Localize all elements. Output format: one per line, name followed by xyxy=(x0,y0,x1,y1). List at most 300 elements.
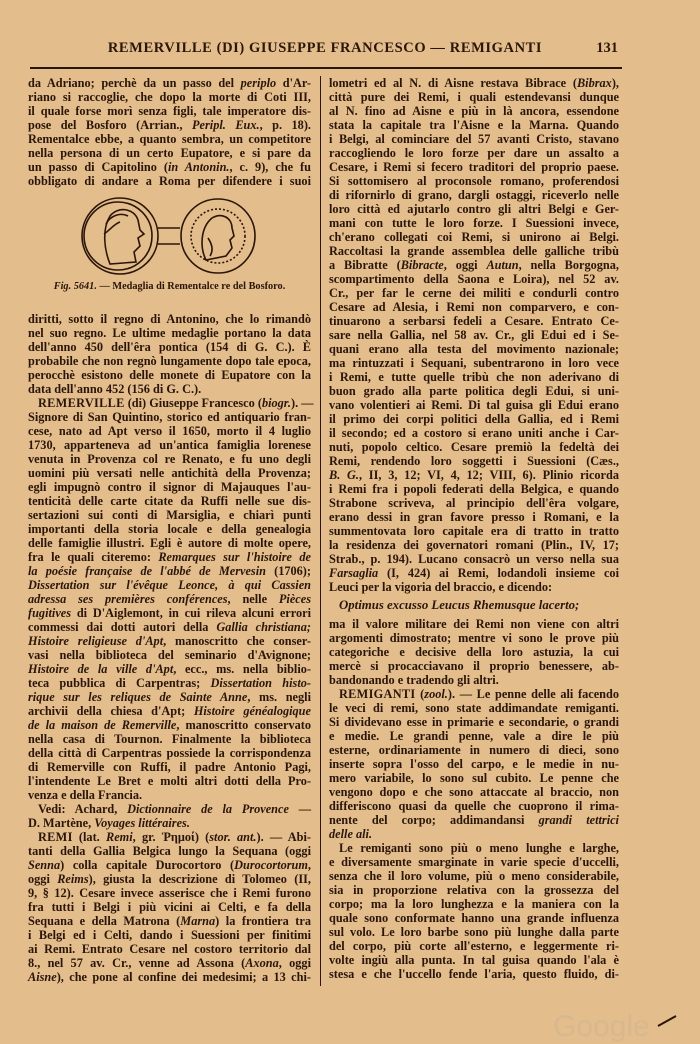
text-line xyxy=(28,914,311,928)
text-line xyxy=(28,174,311,188)
text-line xyxy=(329,925,619,939)
text-segment: esterne, ordinariamente in numero di dieci, sono xyxy=(329,743,619,757)
text-line xyxy=(28,816,311,830)
text-line xyxy=(329,953,619,967)
text-segment: i Remi fra i popoli federati della Belgica, e quando xyxy=(329,482,619,496)
text-line xyxy=(329,841,619,855)
text-line xyxy=(28,480,311,494)
spacer xyxy=(28,298,311,312)
text-line xyxy=(329,580,619,594)
text-segment: delle famiglie illustri. Egli è autore di molte opere, xyxy=(28,536,311,550)
text-segment: uomini più versati nelle antichità della Provenza; xyxy=(28,466,311,480)
text-segment: Vedi: Achard, xyxy=(38,802,128,816)
text-line xyxy=(329,771,619,785)
text-line xyxy=(329,314,619,328)
text-line xyxy=(329,911,619,925)
text-line xyxy=(329,659,619,673)
text-segment: probabile che non regnò lungamente dopo tale epoca, xyxy=(28,354,311,368)
watermark: Google xyxy=(553,1010,650,1043)
text-line xyxy=(28,354,311,368)
italic-text: Senna xyxy=(28,858,61,872)
text-segment: ). — Le penne delle ali facendo xyxy=(447,687,620,701)
text-segment: loro città ed ajutarlo contro gli altri Belgi e Ger- xyxy=(329,202,619,216)
text-segment: del corpo, più corte all'esterno, e leggermente ri- xyxy=(329,939,619,953)
text-line xyxy=(28,942,311,956)
text-line xyxy=(329,869,619,883)
entry-headword: REMI xyxy=(38,830,73,844)
text-line xyxy=(329,538,619,552)
text-segment: il secondo; ed a costoro si erano uniti anche i Car- xyxy=(329,426,619,440)
text-segment: buon grado alla parte politica degli Edui, si uni- xyxy=(329,384,619,398)
text-segment: corpo; ma la loro lunghezza e la maniera con la xyxy=(329,897,619,911)
text-line xyxy=(329,897,619,911)
text-segment: data dell'anno 452 (156 di G. C.). xyxy=(28,382,202,396)
text-segment: ) la frontiera tra xyxy=(215,914,312,928)
text-line xyxy=(329,729,619,743)
text-line xyxy=(329,146,619,160)
italic-text: Dissertation sur l'évêque Leonce, à qui Cassien xyxy=(28,578,311,592)
italic-text: de la maison de Remerville xyxy=(28,718,177,732)
text-segment: i Belgi ed i Celti, dando i Suessioni per finitimi xyxy=(28,928,311,942)
text-segment: mero variabile, lo sono sul cubito. Le penne che xyxy=(329,771,619,785)
text-segment: , oggi xyxy=(443,258,487,272)
column-divider xyxy=(320,76,321,986)
italic-text: adressa ses premières conférences xyxy=(28,592,228,606)
text-segment: vengono dopo e che sono attaccate al braccio, non xyxy=(329,785,619,799)
text-line xyxy=(329,118,619,132)
text-line xyxy=(329,496,619,510)
text-segment: al N. fino ad Aisne e più in là ancora, essendone xyxy=(329,104,619,118)
text-line xyxy=(28,634,311,648)
text-line xyxy=(329,482,619,496)
text-line xyxy=(28,760,311,774)
text-segment: differiscono quasi da quelle che cuoprono il rima- xyxy=(329,799,619,813)
text-line xyxy=(28,648,311,662)
figure-5641 xyxy=(28,192,311,296)
text-segment: , gr. Ῥημοί) ( xyxy=(132,830,210,844)
text-segment: Raccoltasi la grande assemblea delle galliche tribù xyxy=(329,244,619,258)
text-segment: Leuci per la vigoria del braccio, e dicendo: xyxy=(329,580,553,594)
italic-text: Peripl. Eux. xyxy=(192,118,260,132)
text-segment: Sequana e della Matrona ( xyxy=(28,914,181,928)
text-segment: senza che il loro volume, più o meno considerabile, xyxy=(329,869,619,883)
text-segment: Cesare, i Remi si fecero traditori del proprio paese. xyxy=(329,160,619,174)
text-line xyxy=(329,715,619,729)
text-segment: sul volo. Le loro barbe sono più lunghe dalla parte xyxy=(329,925,619,939)
text-line xyxy=(28,368,311,382)
figure-caption-text: — Medaglia di Rementalce re del Bosforo. xyxy=(96,281,286,292)
text-line xyxy=(28,788,311,802)
text-line xyxy=(28,160,311,174)
italic-text: Durocortorum xyxy=(234,858,308,872)
text-line xyxy=(28,438,311,452)
text-line xyxy=(329,370,619,384)
text-line xyxy=(329,687,619,701)
text-segment: perocchè esistono delle monete di Eupatore con la xyxy=(28,368,311,382)
text-segment: Cesare ad Alesia, i Remi non comparvero, e con- xyxy=(329,300,619,314)
italic-text: Dissertation histo- xyxy=(210,676,311,690)
italic-text: Farsaglia xyxy=(329,566,379,580)
text-line xyxy=(329,827,619,841)
text-segment: scompartimento della Saona e Loira), nel 52 av. xyxy=(329,272,619,286)
text-segment: ( xyxy=(415,687,425,701)
text-line xyxy=(329,174,619,188)
text-segment: tanti della Gallia Belgica lungo la Sequana (oggi xyxy=(28,844,311,858)
text-line xyxy=(28,564,311,578)
italic-text: Remarques sur l'histoire de xyxy=(158,550,311,564)
left-column xyxy=(28,76,314,984)
text-segment: raccogliendo le loro forze per dare un assalto a xyxy=(329,146,619,160)
text-segment: quani erano alla testa del movimento nazionale; xyxy=(329,342,619,356)
text-segment: tenticità delle carte citate da Ruffi nelle sue dis- xyxy=(28,494,311,508)
text-segment: vasi nella biblioteca del seminario d'Avignone; xyxy=(28,648,311,662)
italic-text: la poésie française de l'abbé de Mervesin xyxy=(28,564,266,578)
italic-text: Remi xyxy=(106,830,133,844)
header-rule xyxy=(30,67,622,69)
text-line xyxy=(329,617,619,631)
text-line xyxy=(329,566,619,580)
text-segment: Si dividevano esse in primarie e secondarie, o grandi xyxy=(329,715,619,729)
italic-text: Reims xyxy=(57,872,89,886)
text-segment: stesa e che l'uccello fende l'aria, questo fluido, di- xyxy=(329,967,619,981)
text-line xyxy=(329,90,619,104)
text-segment: Signore di San Quintino, storico ed antiquario fran- xyxy=(28,410,311,424)
text-line xyxy=(329,468,619,482)
text-line xyxy=(28,522,311,536)
text-segment: ch'erano collegati coi Remi, si unirono ai Belgi. xyxy=(329,230,619,244)
text-segment: nella casa di Tournon. Finalmente la biblioteca xyxy=(28,732,311,746)
text-line xyxy=(329,300,619,314)
text-segment: i Belgi, al cominciare del 57 avanti Cristo, stavano xyxy=(329,132,619,146)
text-segment: ma rintuzzati i Sequani, subentrarono in loro vece xyxy=(329,356,619,370)
text-segment: pose del Bosforo (Arrian., xyxy=(28,118,193,132)
text-segment: città pure dei Remi, i quali estendevansi dunque xyxy=(329,90,619,104)
italic-text: Optimus excusso Leucus Rhemusque lacerto; xyxy=(339,598,580,612)
text-line xyxy=(329,631,619,645)
text-segment: ma il valore militare dei Remi non viene con altri xyxy=(329,617,619,631)
text-line xyxy=(28,620,311,634)
text-segment: (lat. xyxy=(72,830,106,844)
text-segment: obbligato di andare a Roma per difendere i suoi xyxy=(28,174,311,188)
italic-text: Axona xyxy=(245,956,279,970)
right-column xyxy=(329,76,619,981)
text-segment: ), giusta la descrizione di Tolomeo (II, xyxy=(88,872,311,886)
text-segment: argomenti dimostrato; mentre vi sono le prove più xyxy=(329,631,619,645)
text-segment: lometri ed al N. di Aisne restava Bibrace ( xyxy=(329,76,577,90)
text-line xyxy=(329,883,619,897)
text-line xyxy=(28,494,311,508)
text-segment: di D'Aiglemont, in cui rileva alcuni errori xyxy=(71,606,311,620)
left-text-after-figure xyxy=(28,312,314,984)
text-segment: inserte sopra l'osso del carpo, e le medie in nu- xyxy=(329,757,619,771)
text-segment: fra le quali citeremo: xyxy=(28,550,159,564)
text-segment: 8., nel 57 av. Cr., venne ad Assona ( xyxy=(28,956,246,970)
text-line xyxy=(329,524,619,538)
text-segment: Le remiganti sono più o meno lunghe e larghe, xyxy=(339,841,619,855)
italic-text: Voyages littéraires. xyxy=(94,816,190,830)
text-line xyxy=(28,900,311,914)
running-title: REMERVILLE (DI) GIUSEPPE FRANCESCO — REMIGANTI xyxy=(107,40,543,56)
text-segment: Rementalce ebbe, a quanto sembra, un competitore xyxy=(28,132,311,146)
italic-text: periplo xyxy=(240,76,277,90)
text-segment: riano si raccoglie, che dopo la morte di Coti III, xyxy=(28,90,311,104)
italic-text: B. G. xyxy=(329,468,359,482)
text-line xyxy=(28,676,311,690)
italic-text: rique sur les reliques de Sainte Anne xyxy=(28,690,248,704)
text-line xyxy=(329,286,619,300)
text-segment: fra tutti i Belgi i più vicini ai Celti, e fa della xyxy=(28,900,311,914)
scan-mark-icon xyxy=(656,1014,680,1028)
text-segment: oggi xyxy=(28,872,58,886)
text-segment: summentovata loro capitale era di tratto in tratto xyxy=(329,524,619,538)
text-segment: cese, nato ad Apt verso il 1650, morto il 4 luglio xyxy=(28,424,311,438)
italic-text: Dictionnaire de la Provence xyxy=(127,802,289,816)
text-segment: l'intendente Le Bret e molti altri dotti della Pro- xyxy=(28,774,311,788)
text-line xyxy=(329,552,619,566)
text-segment: Strabone scriveva, al principio dell'êra volgare, xyxy=(329,496,619,510)
italic-text: Pièces xyxy=(278,592,311,606)
figure-label: Fig. 5641. xyxy=(53,281,97,292)
text-segment: nel suo regno. Le ultime medaglie portano la data xyxy=(28,326,311,340)
text-segment: egli impugnò contro il signor di Majauques l'au- xyxy=(28,480,311,494)
text-segment: D. Martène, xyxy=(28,816,95,830)
text-line xyxy=(329,645,619,659)
italic-text: Histoire de la ville d'Apt xyxy=(28,662,174,676)
text-line xyxy=(329,132,619,146)
text-line xyxy=(329,356,619,370)
text-segment: sia in proporzione relativa con la grossezza del xyxy=(329,883,619,897)
text-line xyxy=(28,746,311,760)
text-line xyxy=(28,118,311,132)
text-line xyxy=(28,690,311,704)
text-line xyxy=(329,799,619,813)
italic-text: fugitives xyxy=(28,606,72,620)
coin-medal-illustration xyxy=(80,194,260,278)
italic-text: Marna xyxy=(180,914,216,928)
text-line xyxy=(329,967,619,981)
text-segment: a Bibratte ( xyxy=(329,258,401,272)
text-segment: vano volentieri ai Remi. Di tal guisa gli Edui erano xyxy=(329,398,619,412)
text-line xyxy=(329,785,619,799)
text-segment: il primo dei corpi politici della Gallia, ed i Remi xyxy=(329,412,619,426)
text-segment: nente del corpo; addimandansi xyxy=(329,813,539,827)
text-segment: 1730, apparteneva ad un'antica famiglia lorenese xyxy=(28,438,311,452)
text-segment: venza e della Francia. xyxy=(28,788,143,802)
text-segment: 9, § 12). Cesare invece asserisce che i Remi furono xyxy=(28,886,311,900)
text-segment: (I, 424) ai Remi, lodandoli insieme coi xyxy=(378,566,619,580)
text-segment: , p. 18). xyxy=(259,118,311,132)
text-segment: , ms. negli xyxy=(247,690,311,704)
text-line xyxy=(28,592,311,606)
text-segment: d'Ar- xyxy=(276,76,311,90)
text-line xyxy=(329,160,619,174)
italic-text: biogr. xyxy=(261,396,291,410)
text-line xyxy=(28,732,311,746)
text-line xyxy=(28,536,311,550)
text-segment: categoriche e decisive della loro astuzia, la cui xyxy=(329,645,619,659)
text-segment: la residenza dei governatori romani (Plin., IV, 17; xyxy=(329,538,619,552)
text-segment: , ecc., ms. nella biblio- xyxy=(173,662,311,676)
text-line xyxy=(28,774,311,788)
text-segment: , nelle xyxy=(227,592,279,606)
text-line xyxy=(28,830,311,844)
running-header xyxy=(30,40,620,60)
text-segment: tinuarono a serbarsi fedeli a Cesare. Entrato Ce- xyxy=(329,314,619,328)
text-line xyxy=(329,188,619,202)
text-segment: Strab., p. 194). Lucano consacrò un verso nella sua xyxy=(329,552,619,566)
text-line xyxy=(329,244,619,258)
text-segment: quale sono conformate hanno una grande influenza xyxy=(329,911,619,925)
entry-headword: REMIGANTI xyxy=(339,687,416,701)
text-segment: importanti della storia locale e della genealogia xyxy=(28,522,311,536)
text-line xyxy=(329,440,619,454)
page-number: 131 xyxy=(596,40,618,56)
text-line xyxy=(28,802,311,816)
text-line xyxy=(28,508,311,522)
text-segment: teca pubblica di Carpentras; xyxy=(28,676,211,690)
text-segment: un passo di Capitolino ( xyxy=(28,160,168,174)
text-line xyxy=(329,230,619,244)
text-line xyxy=(28,466,311,480)
text-line xyxy=(329,216,619,230)
text-segment: di Remerville con Ruffi, il padre Antonio Pagi, xyxy=(28,760,311,774)
text-segment: le veci di remi, sono state addimandate remiganti. xyxy=(329,701,619,715)
text-line xyxy=(28,382,311,396)
italic-text: grandi tettrici xyxy=(538,813,619,827)
text-line xyxy=(28,340,311,354)
text-line xyxy=(329,104,619,118)
text-line xyxy=(28,578,311,592)
text-line xyxy=(28,76,311,90)
text-segment: Si sottomisero al proconsole romano, proferendosi xyxy=(329,174,619,188)
text-segment: commessi dai dotti autori della xyxy=(28,620,217,634)
text-line xyxy=(329,398,619,412)
text-line xyxy=(329,939,619,953)
text-segment: ), xyxy=(611,76,619,90)
text-segment: sertazioni sui conti di Marsiglia, e chiarì punti xyxy=(28,508,311,522)
text-line xyxy=(28,662,311,676)
text-line xyxy=(329,510,619,524)
text-line xyxy=(28,146,311,160)
text-line xyxy=(28,396,314,410)
text-line xyxy=(329,384,619,398)
italic-text: Gallia christiana; xyxy=(216,620,311,634)
text-line xyxy=(28,858,311,872)
text-segment: volte ingiù alla punta. In tal guisa quando l'ala è xyxy=(329,953,619,967)
text-segment: Remi, rendendo loro soggetti i Suessioni (Cæs., xyxy=(329,454,619,468)
text-line xyxy=(28,326,311,340)
text-line xyxy=(329,258,619,272)
italic-text: Autun xyxy=(486,258,519,272)
text-line xyxy=(329,598,619,612)
italic-text: Bibrax xyxy=(576,76,612,90)
text-line xyxy=(329,813,619,827)
text-segment: nella persona di un certo Eupatore, e si pare da xyxy=(28,146,311,160)
text-segment: , oggi xyxy=(278,956,311,970)
text-line xyxy=(28,312,311,326)
text-segment: — xyxy=(288,802,312,816)
italic-text: Histoire généalogique xyxy=(193,704,311,718)
text-segment: (di) Giuseppe Francesco ( xyxy=(124,396,262,410)
entry-headword: REMERVILLE xyxy=(38,396,125,410)
text-line xyxy=(28,718,311,732)
text-line xyxy=(28,452,311,466)
text-line xyxy=(28,606,311,620)
text-segment: ). — xyxy=(290,396,314,410)
text-line xyxy=(329,76,619,90)
text-segment: , xyxy=(307,858,311,872)
figure-caption xyxy=(28,280,311,294)
text-line xyxy=(28,424,311,438)
text-segment: venuta in Provenza col re Renato, e fu uno degli xyxy=(28,452,311,466)
italic-text: in Antonin. xyxy=(167,160,230,174)
text-line xyxy=(28,886,311,900)
italic-text: Bibracte xyxy=(400,258,444,272)
text-segment: (1706); xyxy=(265,564,311,578)
text-segment: mani con tutte le loro forze. I Suessioni invece, xyxy=(329,216,619,230)
text-segment: diritti, sotto il regno di Antonino, che lo rimandò xyxy=(28,312,311,326)
italic-text: Histoire religieuse d'Apt xyxy=(28,634,164,648)
text-segment: ). — Abi- xyxy=(256,830,312,844)
text-line xyxy=(329,673,619,687)
text-line xyxy=(28,872,311,886)
text-segment: , nella Borgogna, xyxy=(518,258,619,272)
italic-text: stor. ant. xyxy=(209,830,257,844)
text-line xyxy=(28,410,311,424)
text-line xyxy=(28,928,311,942)
text-segment: , manoscritto che conser- xyxy=(163,634,311,648)
text-segment: di rifornirlo di grano, dargli ostaggi, riceverlo nelle xyxy=(329,188,619,202)
text-segment: mercè si procacciavano il proprio benessere, ab- xyxy=(329,659,619,673)
text-segment: nuti, popolo celtico. Cesare premiò la fedeltà dei xyxy=(329,440,619,454)
text-line xyxy=(28,844,311,858)
text-line xyxy=(28,956,311,970)
text-segment: , II, 3, 12; VI, 4, 12; VIII, 6). Plinio ricorda xyxy=(358,468,619,482)
text-line xyxy=(329,202,619,216)
left-text-before-figure xyxy=(28,76,311,188)
text-segment: bandonando e tradendo gli altri. xyxy=(329,673,499,687)
text-line xyxy=(28,104,311,118)
italic-text: zool. xyxy=(424,687,448,701)
text-segment: i Remi, e tutte quelle tribù che non aderivano di xyxy=(329,370,619,384)
text-line xyxy=(329,328,619,342)
text-segment: e medie. Le grandi penne, vale a dire le più xyxy=(329,729,619,743)
text-line xyxy=(329,342,619,356)
text-segment: sare nella Gallia, nel 58 av. Cr., gli Edui ed i Se- xyxy=(329,328,619,342)
text-line xyxy=(28,550,311,564)
text-line xyxy=(329,855,619,869)
text-line xyxy=(329,701,619,715)
text-segment: stata la capitale tra l'Aisne e la Marna. Quando xyxy=(329,118,619,132)
text-segment: della città di Carpentras possiede la corrispondenza xyxy=(28,746,311,760)
text-segment: da Adriano; perchè da un passo del xyxy=(28,76,241,90)
text-segment: Cr., per far le cerne dei militi e condurli contro xyxy=(329,286,619,300)
text-line xyxy=(329,412,619,426)
text-segment: dell'anno 450 dell'êra pontica (154 di G. C.). È xyxy=(28,340,311,354)
text-line xyxy=(28,704,311,718)
text-segment: archivii della chiesa d'Apt; xyxy=(28,704,194,718)
text-line xyxy=(329,426,619,440)
text-segment: il quale forse morì senza figli, tale imperatore dis- xyxy=(28,104,311,118)
text-segment: , c. 9), che fu xyxy=(229,160,311,174)
text-line xyxy=(28,90,311,104)
text-line xyxy=(329,757,619,771)
text-segment: e diversamente smarginate in varie specie d'uccelli, xyxy=(329,855,619,869)
italic-text: delle ali. xyxy=(329,827,373,841)
text-line xyxy=(329,272,619,286)
text-segment: erano dessi in gran favore presso i Romani, e la xyxy=(329,510,619,524)
italic-text: Aisne xyxy=(28,970,57,984)
